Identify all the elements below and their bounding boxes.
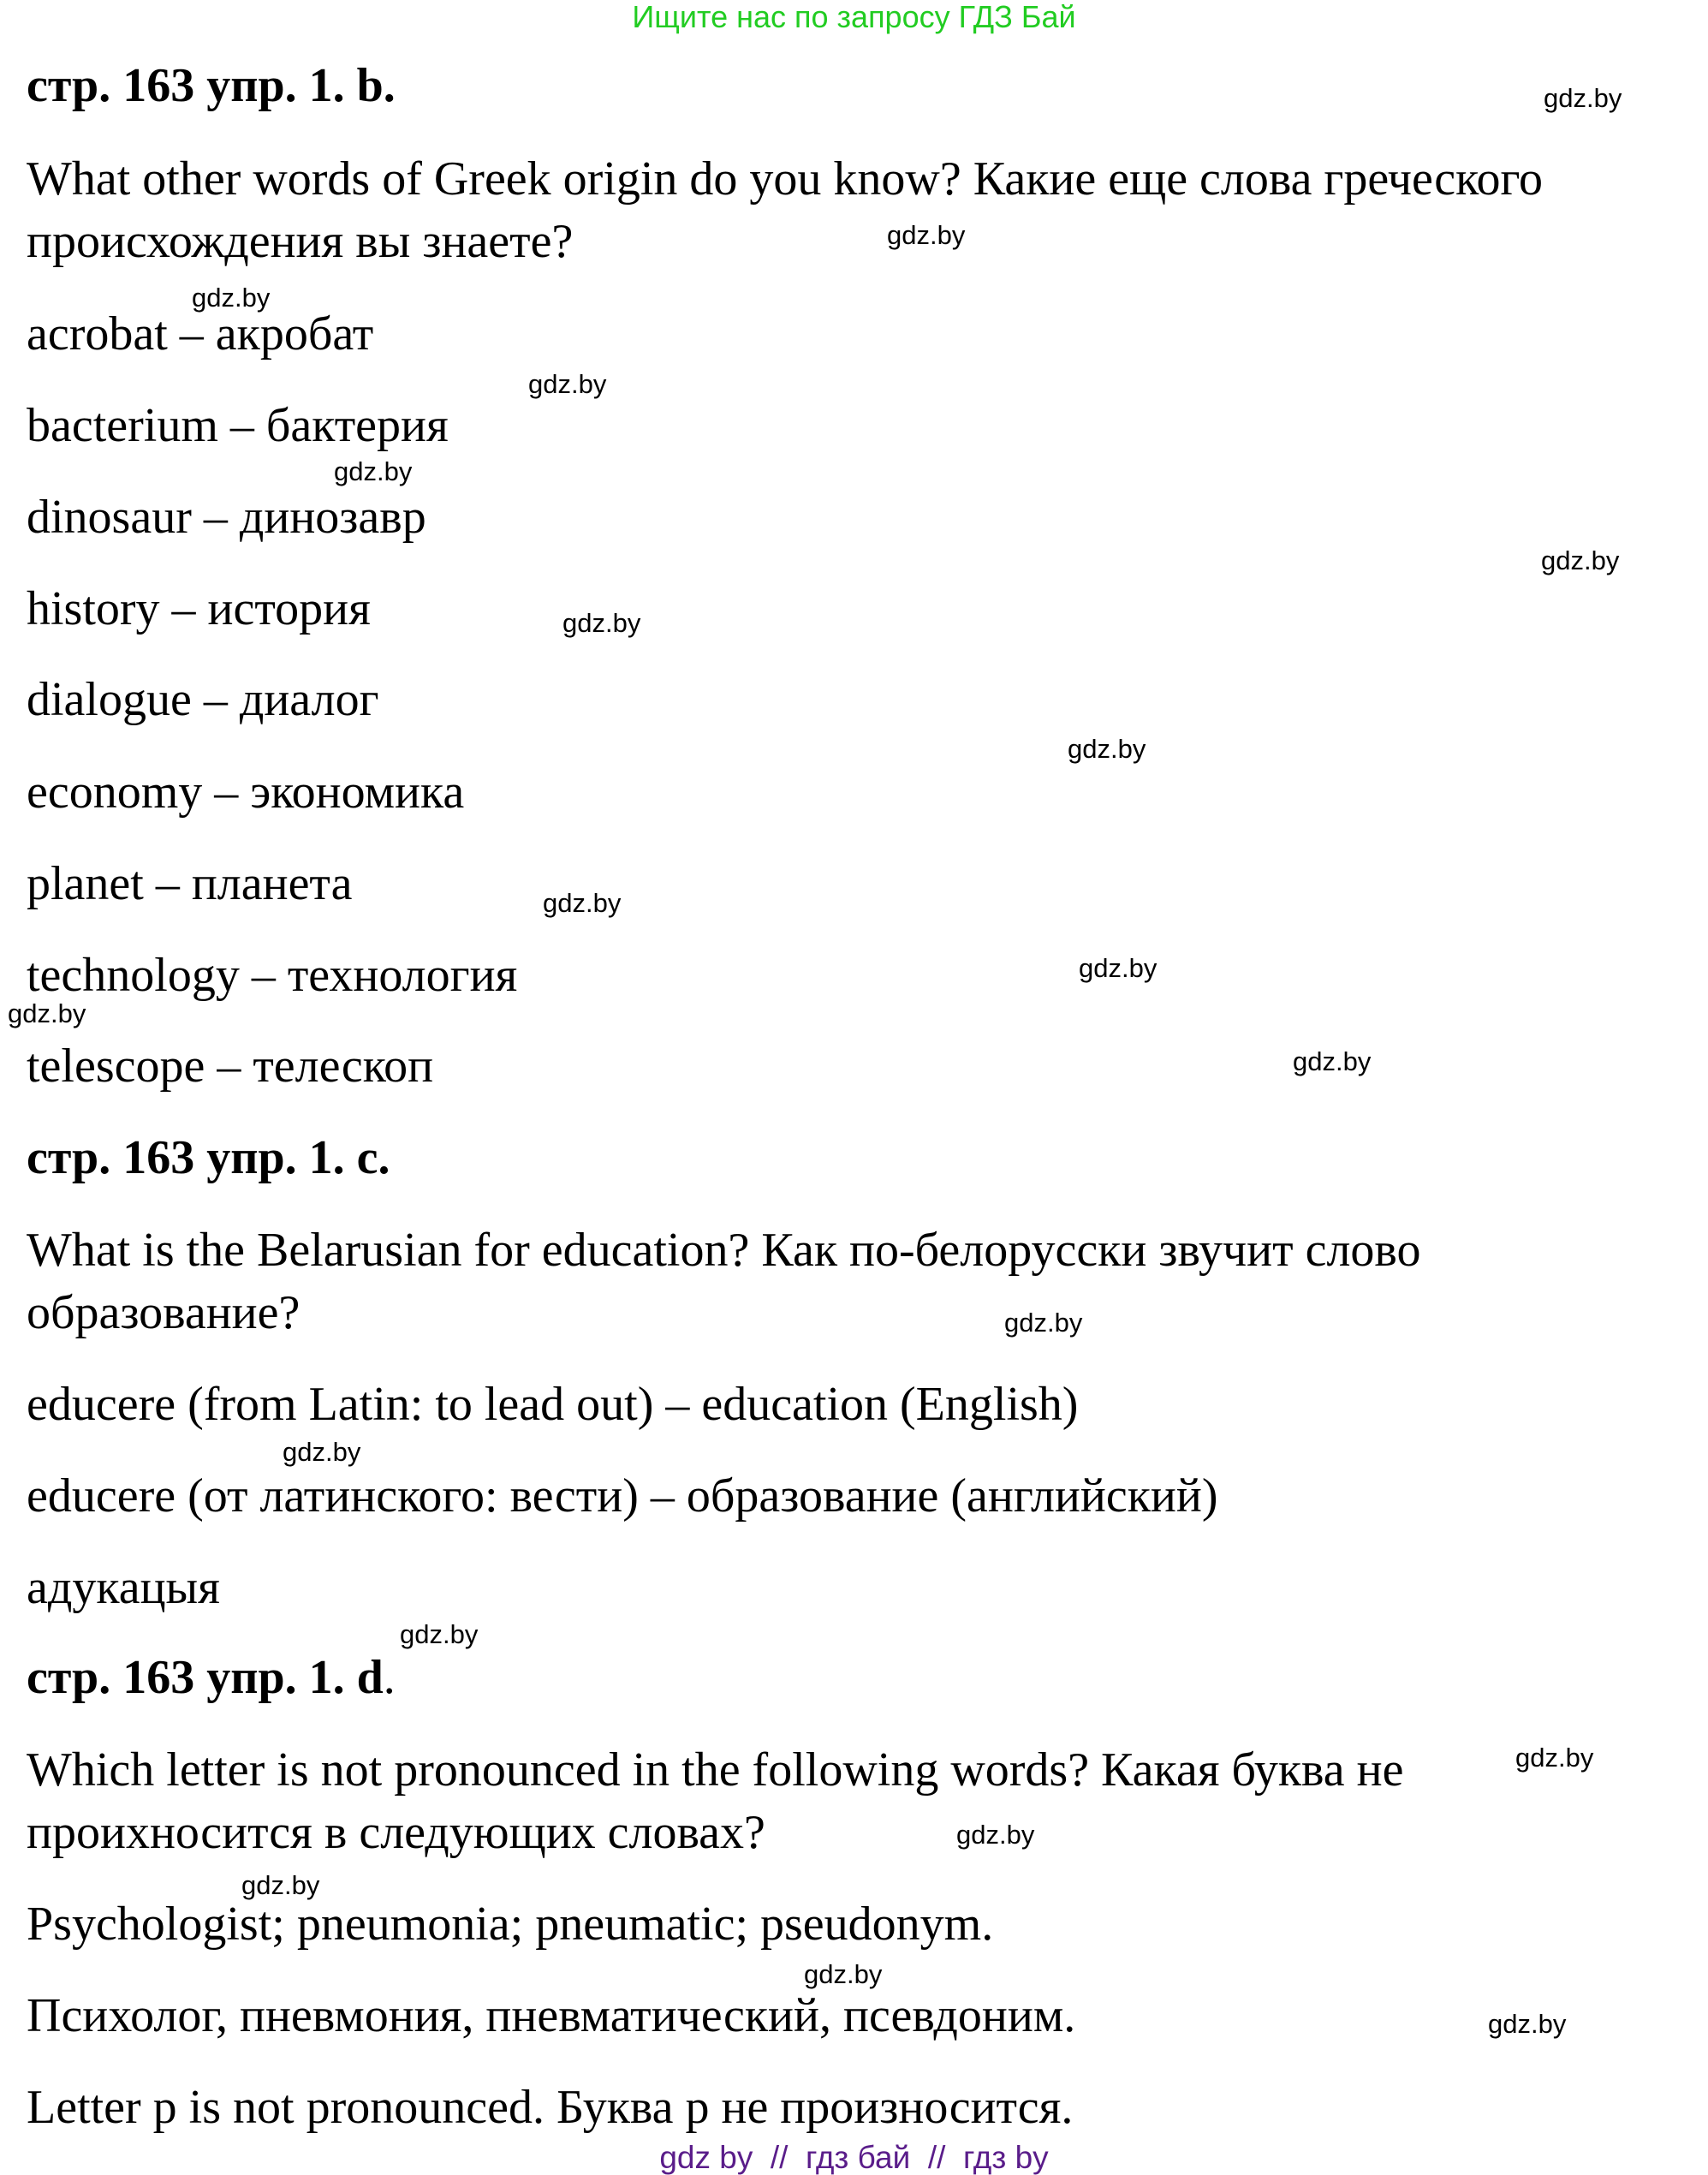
- watermark: gdz.by: [400, 1619, 479, 1649]
- section-b-heading: стр. 163 упр. 1. b.: [27, 59, 396, 112]
- watermark: gdz.by: [1544, 83, 1622, 113]
- watermark: gdz.by: [334, 456, 413, 486]
- section-d-question-line1: Which letter is not pronounced in the following words? Какая буква не: [27, 1743, 1404, 1797]
- watermark: gdz.by: [1079, 953, 1158, 983]
- word-item: planet – планета: [27, 857, 353, 910]
- section-c-question-line1: What is the Belarusian for education? Как по-белорусски звучит слово: [27, 1224, 1421, 1277]
- section-d-line: Психолог, пневмония, пневматический, псевдоним.: [27, 1989, 1076, 2042]
- section-c-heading: стр. 163 упр. 1. c.: [27, 1131, 390, 1184]
- section-d-line: Letter p is not pronounced. Буква p не произносится.: [27, 2081, 1074, 2134]
- word-item: acrobat – акробат: [27, 307, 374, 361]
- word-item: economy – экономика: [27, 766, 465, 819]
- word-item: dinosaur – динозавр: [27, 491, 426, 544]
- top-banner: Ищите нас по запросу ГДЗ Бай: [632, 0, 1076, 34]
- section-c-line: адукацыя: [27, 1561, 220, 1614]
- watermark: gdz.by: [1515, 1743, 1594, 1773]
- watermark: gdz.by: [956, 1820, 1035, 1850]
- section-b-question-line1: What other words of Greek origin do you know? Какие еще слова греческого: [27, 152, 1544, 206]
- watermark: gdz.by: [1068, 734, 1146, 764]
- section-b-question-line2: происхождения вы знаете?: [27, 215, 574, 268]
- watermark: gdz.by: [1293, 1046, 1372, 1076]
- watermark: gdz.by: [8, 998, 86, 1028]
- watermark: gdz.by: [1541, 545, 1620, 575]
- watermark: gdz.by: [283, 1437, 361, 1467]
- section-c-line: educere (from Latin: to lead out) – education (English): [27, 1378, 1079, 1431]
- footer-links: gdz by // гдз бай // гдз by: [659, 2140, 1049, 2175]
- word-item: technology – технология: [27, 949, 518, 1002]
- watermark: gdz.by: [1488, 2009, 1567, 2039]
- section-d-line: Psychologist; pneumonia; pneumatic; pseudonym.: [27, 1898, 994, 1951]
- section-d-heading-tail: .: [383, 1651, 396, 1704]
- word-item: telescope – телескоп: [27, 1040, 434, 1093]
- section-c-line: educere (от латинского: вести) – образование (английский): [27, 1469, 1218, 1522]
- watermark: gdz.by: [241, 1870, 320, 1900]
- section-d-heading-main: стр. 163 упр. 1. d: [27, 1651, 384, 1704]
- watermark: gdz.by: [528, 369, 607, 399]
- word-item: bacterium – бактерия: [27, 399, 449, 452]
- section-d-heading: [27, 1650, 396, 1705]
- watermark: gdz.by: [887, 220, 966, 250]
- watermark: gdz.by: [804, 1959, 883, 1989]
- watermark: gdz.by: [192, 283, 271, 313]
- watermark: gdz.by: [562, 608, 641, 638]
- watermark: gdz.by: [543, 888, 622, 918]
- section-c-question-line2: образование?: [27, 1286, 301, 1339]
- word-item: dialogue – диалог: [27, 673, 379, 726]
- section-d-question-line2: проихносится в следующих словах?: [27, 1806, 765, 1859]
- watermark: gdz.by: [1004, 1308, 1083, 1338]
- word-item: history – история: [27, 582, 371, 635]
